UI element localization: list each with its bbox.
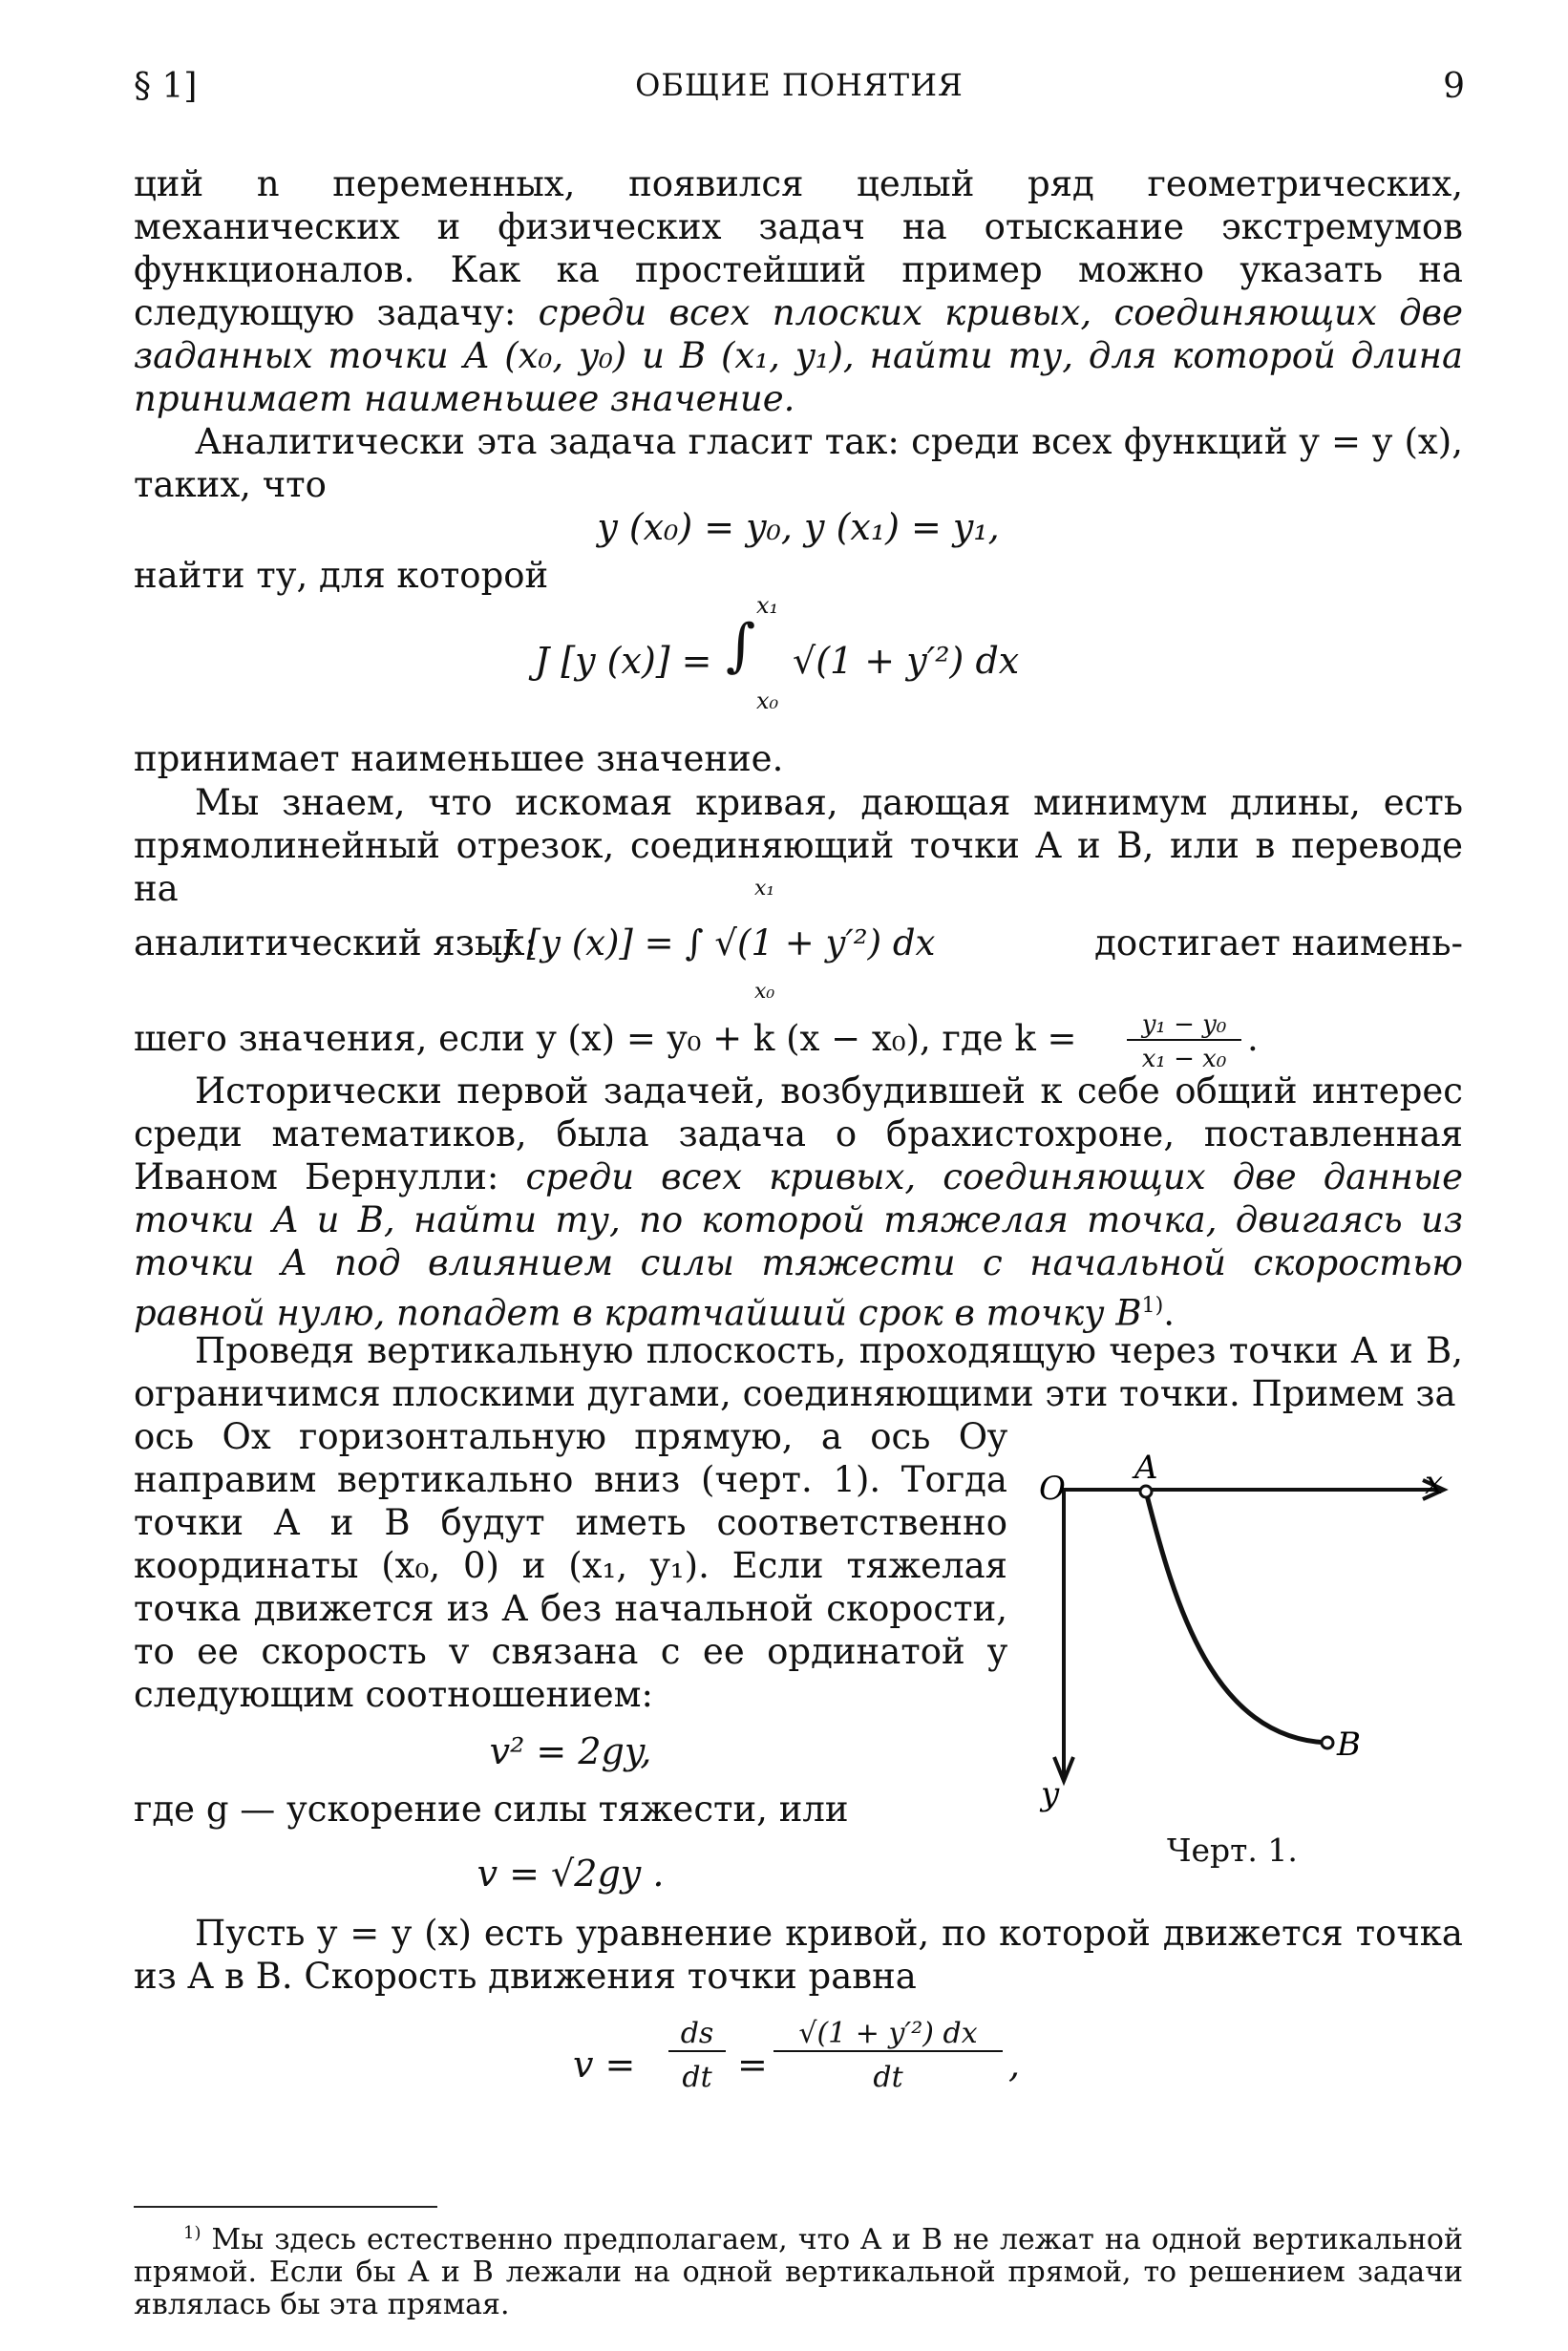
footnote-mark: 1) xyxy=(183,2223,201,2243)
label-o: O xyxy=(1039,1470,1066,1508)
footnote-rule xyxy=(134,2206,437,2208)
paragraph-1-text: ций n переменных, появился целый ряд геометрических, механических и физических задач на отыскание экстремумов функционалов. Как ка простейший пример можно указать на следующую задачу: xyxy=(134,163,1463,333)
formula-boundary-conditions: y (x₀) = y₀, y (x₁) = y₁, xyxy=(597,506,1000,548)
functional-lhs: J [y (x)] = xyxy=(535,640,712,682)
paragraph-9-text: Пусть y = y (x) есть уравнение кривой, по которой движется точка из A в B. Скорость движения точки равна xyxy=(134,1913,1463,1997)
running-title: ОБЩИЕ ПОНЯТИЯ xyxy=(635,67,964,103)
figure-brachistochrone xyxy=(1031,1451,1471,1824)
fraction-2-numerator: √(1 + y′²) dx xyxy=(773,2017,1003,2052)
fraction-1-denominator: dt xyxy=(682,2061,712,2094)
paragraph-5-line-c: шего значения, если y (x) = y₀ + k (x − x₀), где k = xyxy=(134,1018,1077,1059)
fraction-1-numerator: ds xyxy=(668,2017,726,2052)
formula-velocity: v = √2gy . xyxy=(477,1853,665,1895)
label-b: B xyxy=(1337,1726,1361,1764)
paragraph-3-text: найти ту, для которой xyxy=(134,555,549,596)
speed-tail: , xyxy=(1008,2044,1021,2086)
paragraph-1-italic: среди всех плоских кривых, соединяющих две заданных точки A (x₀, y₀) и B (x₁, y₁), найти ту, для которой длина принимает наименьшее значение. xyxy=(134,292,1463,419)
integral-upper-limit: x₁ xyxy=(756,592,779,619)
paragraph-5-text: Мы знаем, что искомая кривая, дающая минимум длины, есть прямолинейный отрезок, соединяющий точки A и B, или в переводе на xyxy=(134,782,1463,909)
brachistochrone-curve xyxy=(1146,1492,1327,1743)
paragraph-6 xyxy=(134,1070,1463,1334)
paragraph-4-text: принимает наименьшее значение. xyxy=(134,738,784,779)
paragraph-5-formula-line xyxy=(134,877,1463,1010)
slope-numerator: y₁ − y₀ xyxy=(1127,1010,1241,1041)
footnote xyxy=(134,2217,1463,2321)
figure-caption: Черт. 1. xyxy=(1167,1832,1298,1869)
fraction-2-denominator: dt xyxy=(873,2061,903,2094)
paragraph-2 xyxy=(134,420,1463,506)
page-number: 9 xyxy=(1443,67,1465,106)
integral-sign: ∫ xyxy=(726,612,756,679)
slope-denominator: x₁ − x₀ xyxy=(1141,1045,1227,1073)
point-a xyxy=(1140,1486,1152,1497)
integral-lower-limit: x₀ xyxy=(756,688,779,714)
formula-speed-derivative xyxy=(573,2015,1050,2110)
paragraph-8 xyxy=(134,1788,1007,1831)
paragraph-7-text: Проведя вертикальную плоскость, проходящую через точки A и B, ограничимся плоскими дугами, соединяющими эти точки. Примем за xyxy=(134,1330,1463,1414)
label-a: A xyxy=(1134,1451,1158,1487)
paragraph-5-line-a: аналитический язык: xyxy=(134,922,537,964)
paragraph-6-end: . xyxy=(1163,1292,1176,1334)
paragraph-5-line-b: достигает наимень- xyxy=(1094,922,1463,964)
paragraph-7-narrow xyxy=(134,1415,1007,1716)
formula-velocity-squared: v² = 2gy, xyxy=(489,1730,652,1772)
speed-lhs: v = xyxy=(573,2044,636,2086)
paragraph-4 xyxy=(134,737,1463,780)
paragraph-5-upper-limit: x₁ xyxy=(754,877,775,900)
paragraph-9 xyxy=(134,1912,1463,1998)
footnote-reference: 1) xyxy=(1141,1293,1164,1318)
paragraph-5-lower-limit: x₀ xyxy=(754,980,775,1004)
point-b xyxy=(1322,1737,1333,1748)
footnote-text: Мы здесь естественно предполагаем, что A и B не лежат на одной вертикальной прямой. Если бы A и B лежали на одной вертикальной прямой, то решением задачи являлась бы эта прямая. xyxy=(134,2223,1463,2321)
paragraph-7-narrow-text: ось Ox горизонтальную прямую, а ось Oy направим вертикально вниз (черт. 1). Тогда точки A и B будут иметь соответственно координаты (x₀, 0) и (x₁, y₁). Если тяжелая точка движется из A без начальной скорости, то ее скорость v связана с ее ординатой y следующим соотношением: xyxy=(134,1416,1007,1715)
paragraph-1 xyxy=(134,162,1463,420)
paragraph-6-italic: среди всех кривых, соединяющих две данные точки A и B, найти ту, по которой тяжелая точка, двигаясь из точки A под влиянием силы тяжести с начальной скоростью равной нулю, попадет в кратчайший срок в точку B xyxy=(134,1156,1464,1334)
paragraph-5-formula: J [y (x)] = ∫ √(1 + y′²) dx xyxy=(501,922,936,964)
paragraph-5-slope-line: шего значения, если y (x) = y₀ + k (x − x₀), где k = y₁ − y₀ x₁ − x₀ . xyxy=(134,1010,1259,1073)
paragraph-2-text: Аналитически эта задача гласит так: среди всех функций y = y (x), таких, что xyxy=(134,421,1463,505)
paragraph-8-text: где g — ускорение силы тяжести, или xyxy=(134,1789,849,1830)
paragraph-3 xyxy=(134,554,1463,597)
integrand: √(1 + y′²) dx xyxy=(793,640,1020,682)
section-marker: § 1] xyxy=(134,67,198,106)
label-y: y xyxy=(1041,1775,1060,1813)
paragraph-6-text: Исторически первой задачей, возбудившей к себе общий интерес среди математиков, была задача о брахистохроне, поставленная Иваном Бернулли: xyxy=(134,1070,1463,1197)
paragraph-7 xyxy=(134,1329,1463,1415)
speed-equals: = xyxy=(737,2044,768,2086)
formula-length-functional xyxy=(535,592,1070,716)
label-x: x xyxy=(1425,1464,1444,1502)
page-header xyxy=(134,67,1465,115)
